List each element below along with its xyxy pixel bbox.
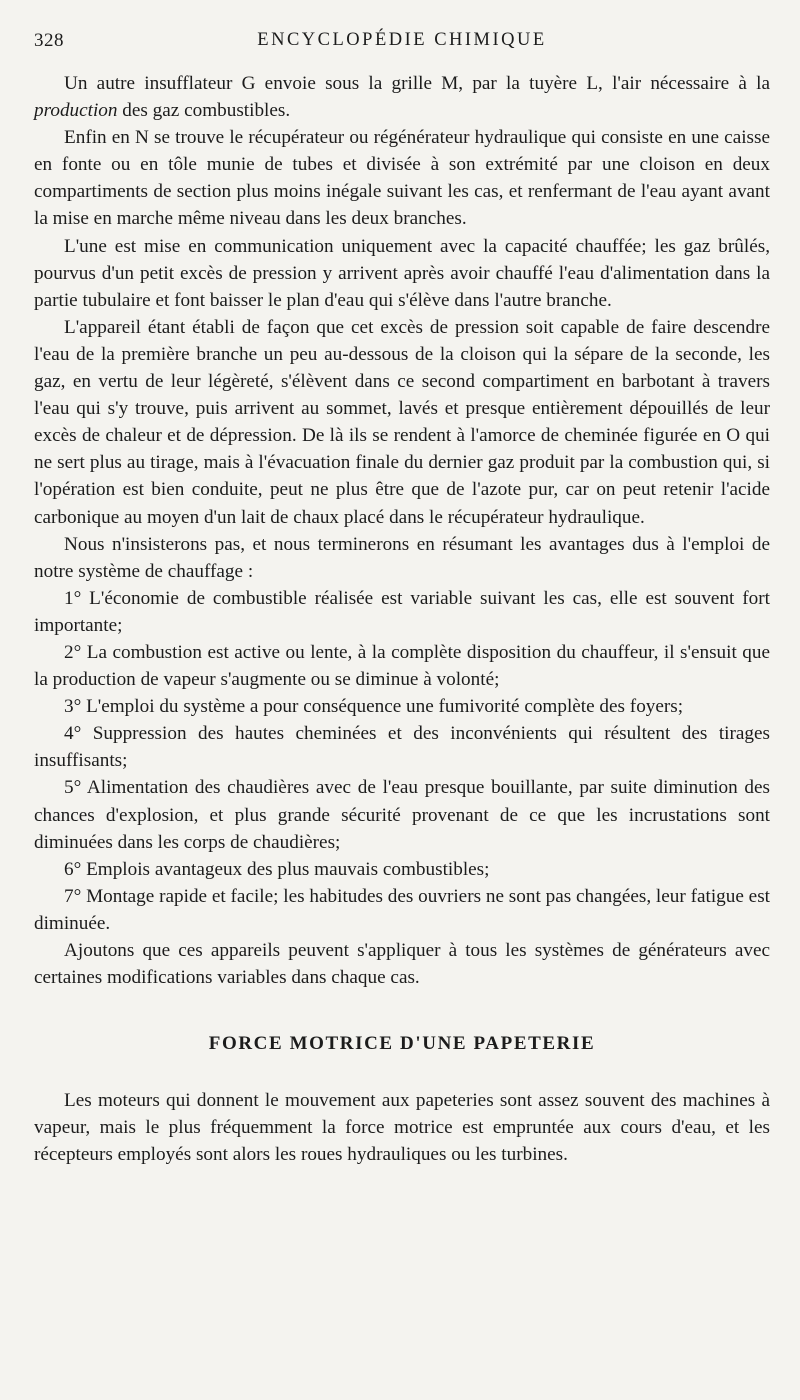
paragraph-recuperateur: Enfin en N se trouve le récupérateur ou régénérateur hydraulique qui consiste en une caisse en fonte ou en tôle munie de tubes et divisée à son extrémité par une cloison en deux compartiments de section plus moins inégale suivant les cas, et renfermant de l'eau ayant avant la mise en marche même niveau dans les deux branches. xyxy=(34,127,770,230)
paragraph-insufflateur-start: Un autre insufflateur G envoie sous la grille M, par la tuyère L, l'air nécessaire à la xyxy=(64,73,770,94)
emphasis-production: production xyxy=(34,100,118,122)
running-header xyxy=(34,30,770,56)
section-title: FORCE MOTRICE D'UNE PAPETERIE xyxy=(208,1033,596,1055)
list-item-2: 2° La combustion est active ou lente, à la complète disposition du chauffeur, il s'ensuit que la production de vapeur s'augmente ou se diminue à volonté; xyxy=(34,641,770,691)
body-text xyxy=(34,70,770,991)
list-item-7: 7° Montage rapide et facile; les habitudes des ouvriers ne sont pas changées, leur fatigue est diminuée. xyxy=(34,885,770,934)
section-paragraph: Les moteurs qui donnent le mouvement aux papeteries sont assez souvent des machines à vapeur, mais le plus fréquemment la force motrice est empruntée aux cours d'eau, et les récepteurs employés sont alors les roues hydrauliques ou les turbines. xyxy=(34,1090,770,1166)
section-text xyxy=(34,1087,770,1168)
paragraph-avantages-intro: Nous n'insisterons pas, et nous terminerons en résumant les avantages dus à l'emploi de notre système de chauffage : xyxy=(34,533,770,582)
list-item-3: 3° L'emploi du système a pour conséquence une fumivorité complète des foyers; xyxy=(64,696,684,718)
list-item-4: 4° Suppression des hautes cheminées et des inconvénients qui résultent des tirages insuffisants; xyxy=(34,723,770,772)
list-item-1: 1° L'économie de combustible réalisée est variable suivant les cas, elle est souvent fort importante; xyxy=(34,587,770,636)
list-item-6: 6° Emplois avantageux des plus mauvais combustibles; xyxy=(64,858,490,880)
paragraph-insufflateur xyxy=(34,70,770,124)
paragraph-appareil: L'appareil étant établi de façon que cet excès de pression soit capable de faire descendre l'eau de la première branche un peu au-dessous de la cloison qui la sépare de la seconde, les gaz, en vertu de leur légèreté, s'élèvent dans ce second compartiment en barbotant à travers l'eau qui s'y trouve, puis arrivent au sommet, lavés et presque entièrement dépouillés de leur excès de chaleur et de dépression. De là ils se rendent à l'amorce de cheminée figurée en O qui ne sert plus au tirage, mais à l'évacuation finale du dernier gaz produit par la combustion qui, si l'opération est bien conduite, peut ne plus être que de l'azote pur, car on peut retenir l'acide carbonique au moyen d'un lait de chaux placé dans le récupérateur hydraulique. xyxy=(34,316,770,528)
paragraph-communication: L'une est mise en communication uniquement avec la capacité chauffée; les gaz brûlés, pourvus d'un petit excès de pression y arrivent après avoir chauffé l'eau d'alimentation dans la partie tubulaire et font baisser le plan d'eau qui s'élève dans l'autre branche. xyxy=(34,235,770,311)
paragraph-insufflateur-end: des gaz combustibles. xyxy=(117,100,291,122)
list-item-5: 5° Alimentation des chaudières avec de l'eau presque bouillante, par suite diminution des chances d'explosion, et plus grande sécurité provenant de ce que les incrustations sont diminuées dans les corps de chaudières; xyxy=(34,777,770,853)
running-title: ENCYCLOPÉDIE CHIMIQUE xyxy=(257,30,547,50)
page-number: 328 xyxy=(34,30,64,51)
paragraph-conclusion: Ajoutons que ces appareils peuvent s'appliquer à tous les systèmes de générateurs avec certaines modifications variables dans chaque cas. xyxy=(34,940,770,989)
